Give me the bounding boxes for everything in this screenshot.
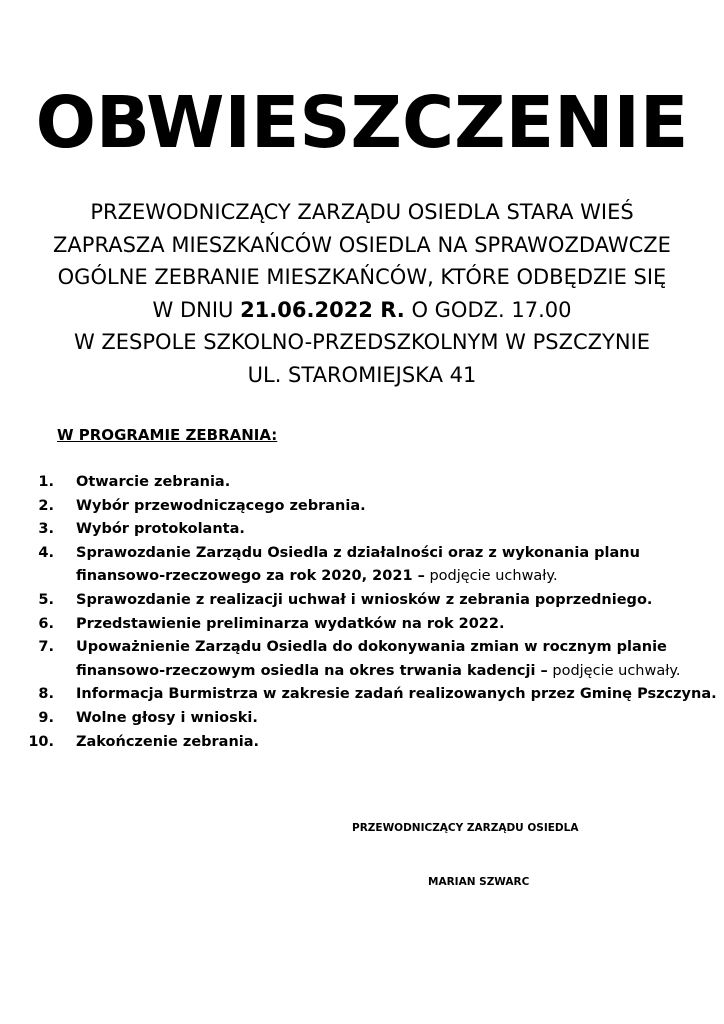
agenda-item bbox=[0, 542, 724, 589]
agenda-text: Wybór protokolanta. bbox=[76, 521, 245, 538]
intro-address: UL. STAROMIEJSKA 41 bbox=[247, 362, 477, 387]
agenda-list bbox=[0, 471, 724, 754]
agenda-text: Wybór przewodniczącego zebrania. bbox=[76, 497, 366, 514]
intro-venue: W ZESPOLE SZKOLNO-PRZEDSZKOLNYM W PSZCZYNIE bbox=[73, 330, 651, 354]
agenda-item bbox=[0, 471, 724, 495]
intro-line: ZAPRASZA MIESZKAŃCÓW OSIEDLA NA SPRAWOZDAWCZE bbox=[53, 232, 671, 257]
intro-line: OGÓLNE ZEBRANIE MIESZKAŃCÓW, KTÓRE ODBĘDZIE SIĘ bbox=[57, 265, 667, 289]
agenda-text: finansowo-rzeczowym osiedla na okres trwania kadencji – bbox=[76, 662, 548, 679]
agenda-number: 5. bbox=[38, 591, 54, 608]
agenda-text-continuation bbox=[76, 660, 724, 684]
agenda-item bbox=[0, 707, 724, 731]
agenda-number: 6. bbox=[38, 615, 54, 632]
agenda-text-continuation bbox=[76, 565, 724, 589]
agenda-number: 4. bbox=[38, 544, 54, 561]
agenda-text: Otwarcie zebrania. bbox=[76, 474, 231, 490]
agenda-resolution-note: podjęcie uchwały. bbox=[424, 568, 558, 585]
agenda-text: Przedstawienie preliminarza wydatków na rok 2022. bbox=[76, 615, 505, 632]
agenda-item bbox=[0, 636, 724, 683]
agenda-text: Sprawozdanie Zarządu Osiedla z działalności oraz z wykonania planu bbox=[76, 544, 640, 561]
meeting-date: 21.06.2022 R. bbox=[240, 297, 405, 322]
agenda-number: 2. bbox=[38, 497, 54, 514]
agenda-item bbox=[0, 731, 724, 755]
agenda-item bbox=[0, 683, 724, 707]
agenda-resolution-note: podjęcie uchwały. bbox=[547, 662, 681, 679]
agenda-item bbox=[0, 518, 724, 542]
agenda-number: 10. bbox=[28, 733, 54, 750]
agenda-item bbox=[0, 613, 724, 637]
agenda-number: 1. bbox=[38, 474, 54, 490]
intro-date-line bbox=[20, 294, 704, 327]
notice-title: OBWIESZCZENIE bbox=[35, 81, 689, 164]
agenda-number: 8. bbox=[38, 686, 54, 703]
intro-time: O GODZ. 17.00 bbox=[404, 297, 572, 322]
notice-intro bbox=[20, 196, 704, 391]
agenda-item bbox=[0, 495, 724, 519]
agenda-text: Informacja Burmistrza w zakresie zadań realizowanych przez Gminę Pszczyna. bbox=[76, 686, 717, 703]
agenda-number: 7. bbox=[38, 639, 54, 656]
agenda-text: Sprawozdanie z realizacji uchwał i wniosków z zebrania poprzedniego. bbox=[76, 591, 653, 608]
agenda-text: Zakończenie zebrania. bbox=[76, 733, 260, 750]
agenda-item bbox=[0, 589, 724, 613]
signature-role: PRZEWODNICZĄCY ZARZĄDU OSIEDLA bbox=[352, 822, 579, 834]
agenda-text: Upoważnienie Zarządu Osiedla do dokonywania zmian w rocznym planie bbox=[76, 639, 667, 656]
agenda-number: 3. bbox=[38, 521, 54, 538]
intro-date-prefix: W DNIU bbox=[152, 297, 241, 322]
program-heading: W PROGRAMIE ZEBRANIA: bbox=[57, 426, 278, 444]
agenda-text: finansowo-rzeczowego za rok 2020, 2021 – bbox=[76, 568, 425, 585]
agenda-number: 9. bbox=[38, 709, 54, 726]
intro-line: PRZEWODNICZĄCY ZARZĄDU OSIEDLA STARA WIEŚ bbox=[90, 200, 634, 224]
signature-name: MARIAN SZWARC bbox=[428, 876, 530, 888]
agenda-text: Wolne głosy i wnioski. bbox=[76, 709, 258, 726]
